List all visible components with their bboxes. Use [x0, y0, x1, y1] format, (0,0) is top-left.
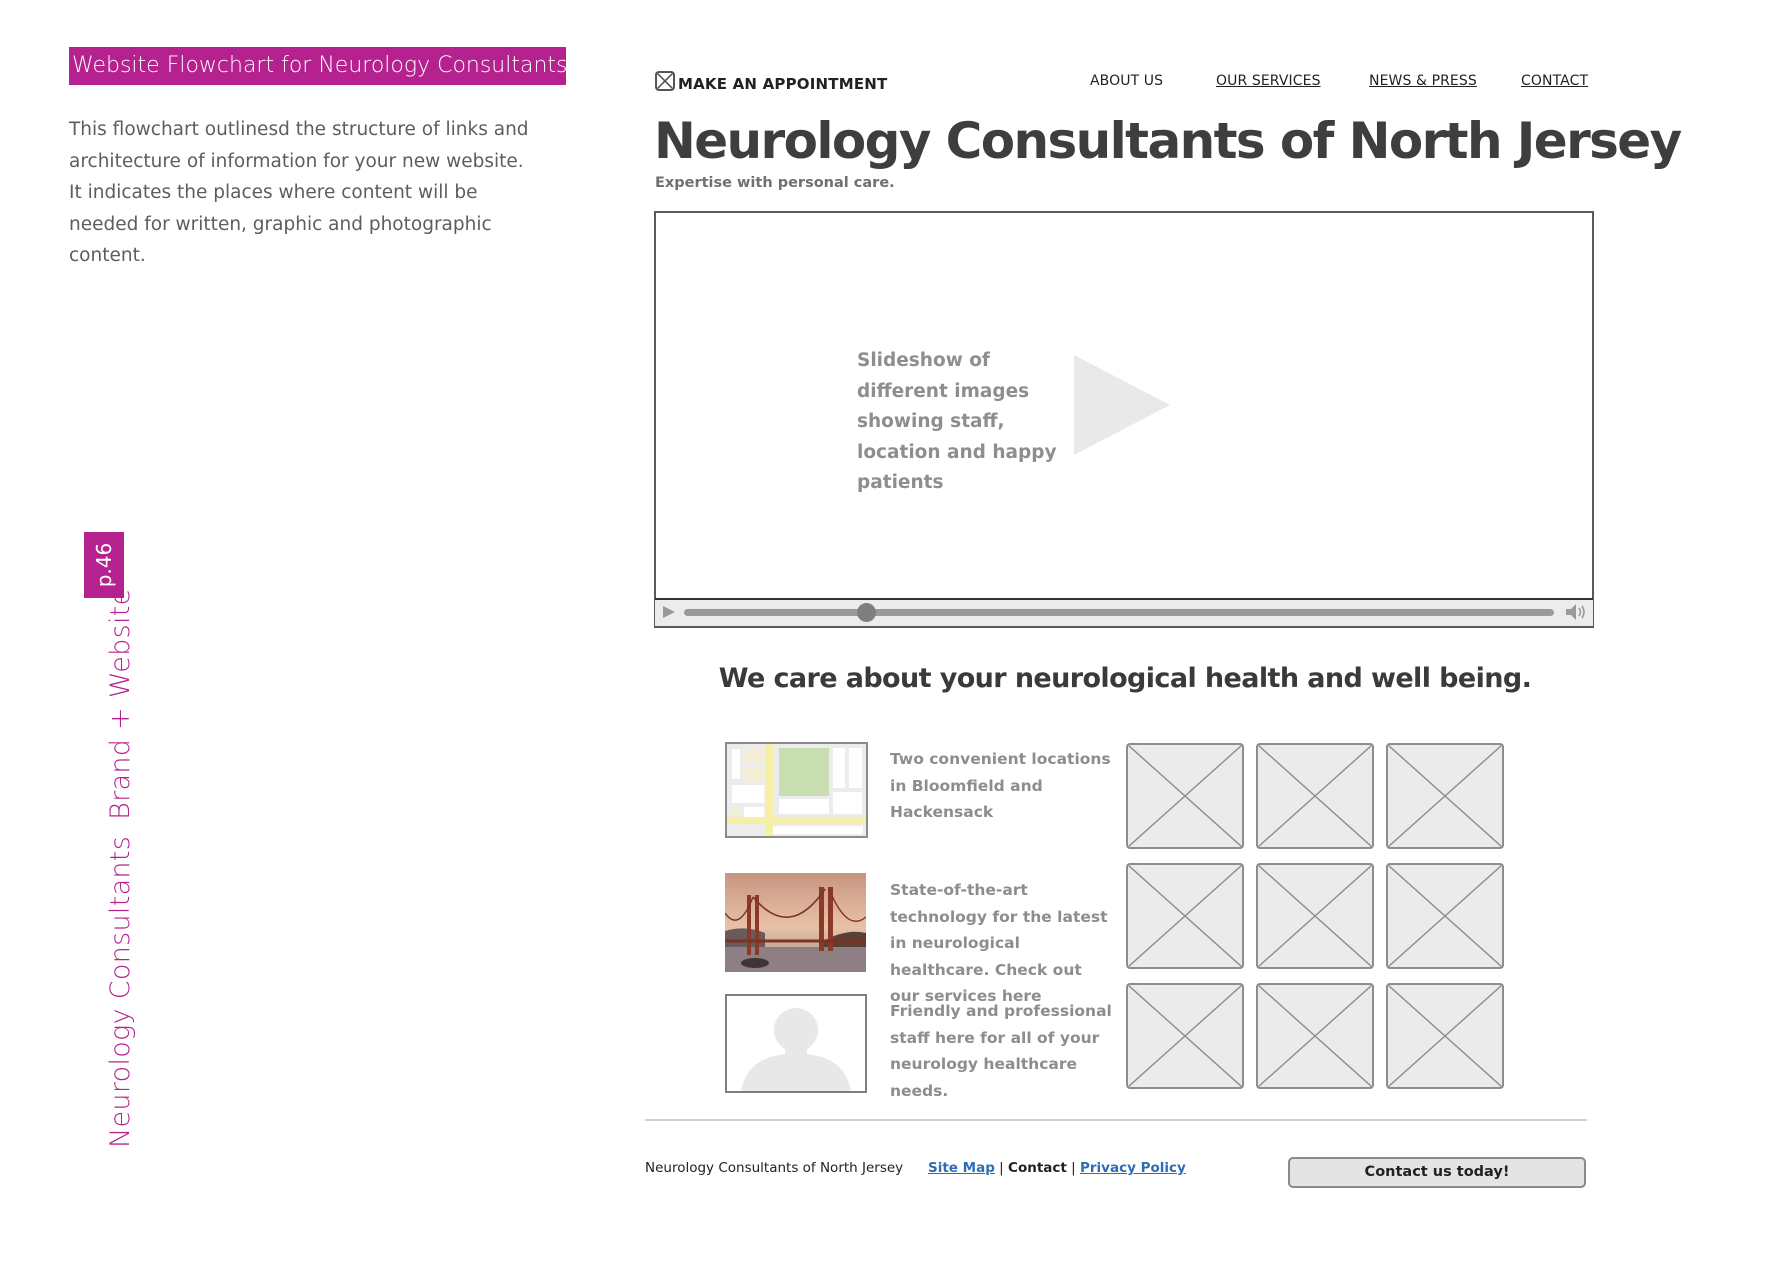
page-number: p.46 — [92, 542, 116, 588]
site-title: Neurology Consultants of North Jersey — [654, 112, 1681, 170]
image-placeholder-icon — [1386, 863, 1504, 969]
footer-separator: | — [999, 1160, 1004, 1176]
footer-contact-link[interactable]: Contact — [1008, 1160, 1067, 1176]
person-silhouette — [725, 994, 867, 1093]
volume-icon[interactable] — [1565, 603, 1589, 621]
side-label — [105, 588, 136, 1148]
document-description: This flowchart outlinesd the structure of links and architecture of information for your new website. It indicates the places where content will be needed for written, graphic and photographic content. — [69, 119, 529, 266]
image-placeholder-icon — [1256, 863, 1374, 969]
contact-us-button[interactable]: Contact us today! — [1288, 1157, 1586, 1188]
image-placeholder-icon — [1126, 983, 1244, 1089]
close-box-icon[interactable] — [655, 71, 675, 91]
site-tagline: Expertise with personal care. — [655, 175, 895, 191]
side-label-part1: Neurology Consultants — [105, 835, 136, 1148]
feature-technology-text: State-of-the-art technology for the latest in neurological healthcare. Check out our services here — [890, 881, 1108, 1005]
feature-locations-text: Two convenient locations in Bloomfield and Hackensack — [890, 750, 1111, 821]
image-placeholder-icon — [1256, 983, 1374, 1089]
nav-about-us[interactable]: ABOUT US — [1090, 73, 1164, 89]
footer-separator: | — [1071, 1160, 1076, 1176]
nav-news-press[interactable]: NEWS & PRESS — [1369, 73, 1477, 89]
make-appointment-link[interactable]: MAKE AN APPOINTMENT — [678, 75, 888, 93]
nav-our-services[interactable]: OUR SERVICES — [1216, 73, 1321, 89]
footer-privacy-link[interactable]: Privacy Policy — [1080, 1160, 1186, 1176]
small-play-icon[interactable] — [662, 605, 676, 619]
slideshow-caption: Slideshow of different images showing staff, location and happy patients — [857, 350, 1057, 493]
image-placeholder-icon — [1126, 743, 1244, 849]
feature-staff-text: Friendly and professional staff here for all of your neurology healthcare needs. — [890, 1002, 1112, 1100]
footer-links — [928, 1160, 1186, 1176]
document-title: Website Flowchart for Neurology Consultants — [69, 47, 566, 85]
play-icon[interactable] — [1074, 355, 1170, 455]
nav-contact[interactable]: CONTACT — [1521, 73, 1589, 89]
seek-track[interactable] — [684, 609, 1554, 616]
footer-site-name: Neurology Consultants of North Jersey — [645, 1160, 904, 1176]
section-headline: We care about your neurological health and well being. — [718, 663, 1532, 694]
side-label-part2: Brand + Website — [105, 588, 136, 820]
image-placeholder-icon — [1126, 863, 1244, 969]
image-placeholder-icon — [1256, 743, 1374, 849]
bridge-photo — [725, 873, 866, 972]
image-placeholder-icon — [1386, 743, 1504, 849]
footer-divider — [645, 1119, 1587, 1121]
map-image — [725, 742, 868, 838]
image-placeholder-icon — [1386, 983, 1504, 1089]
footer-site-map-link[interactable]: Site Map — [928, 1160, 995, 1176]
